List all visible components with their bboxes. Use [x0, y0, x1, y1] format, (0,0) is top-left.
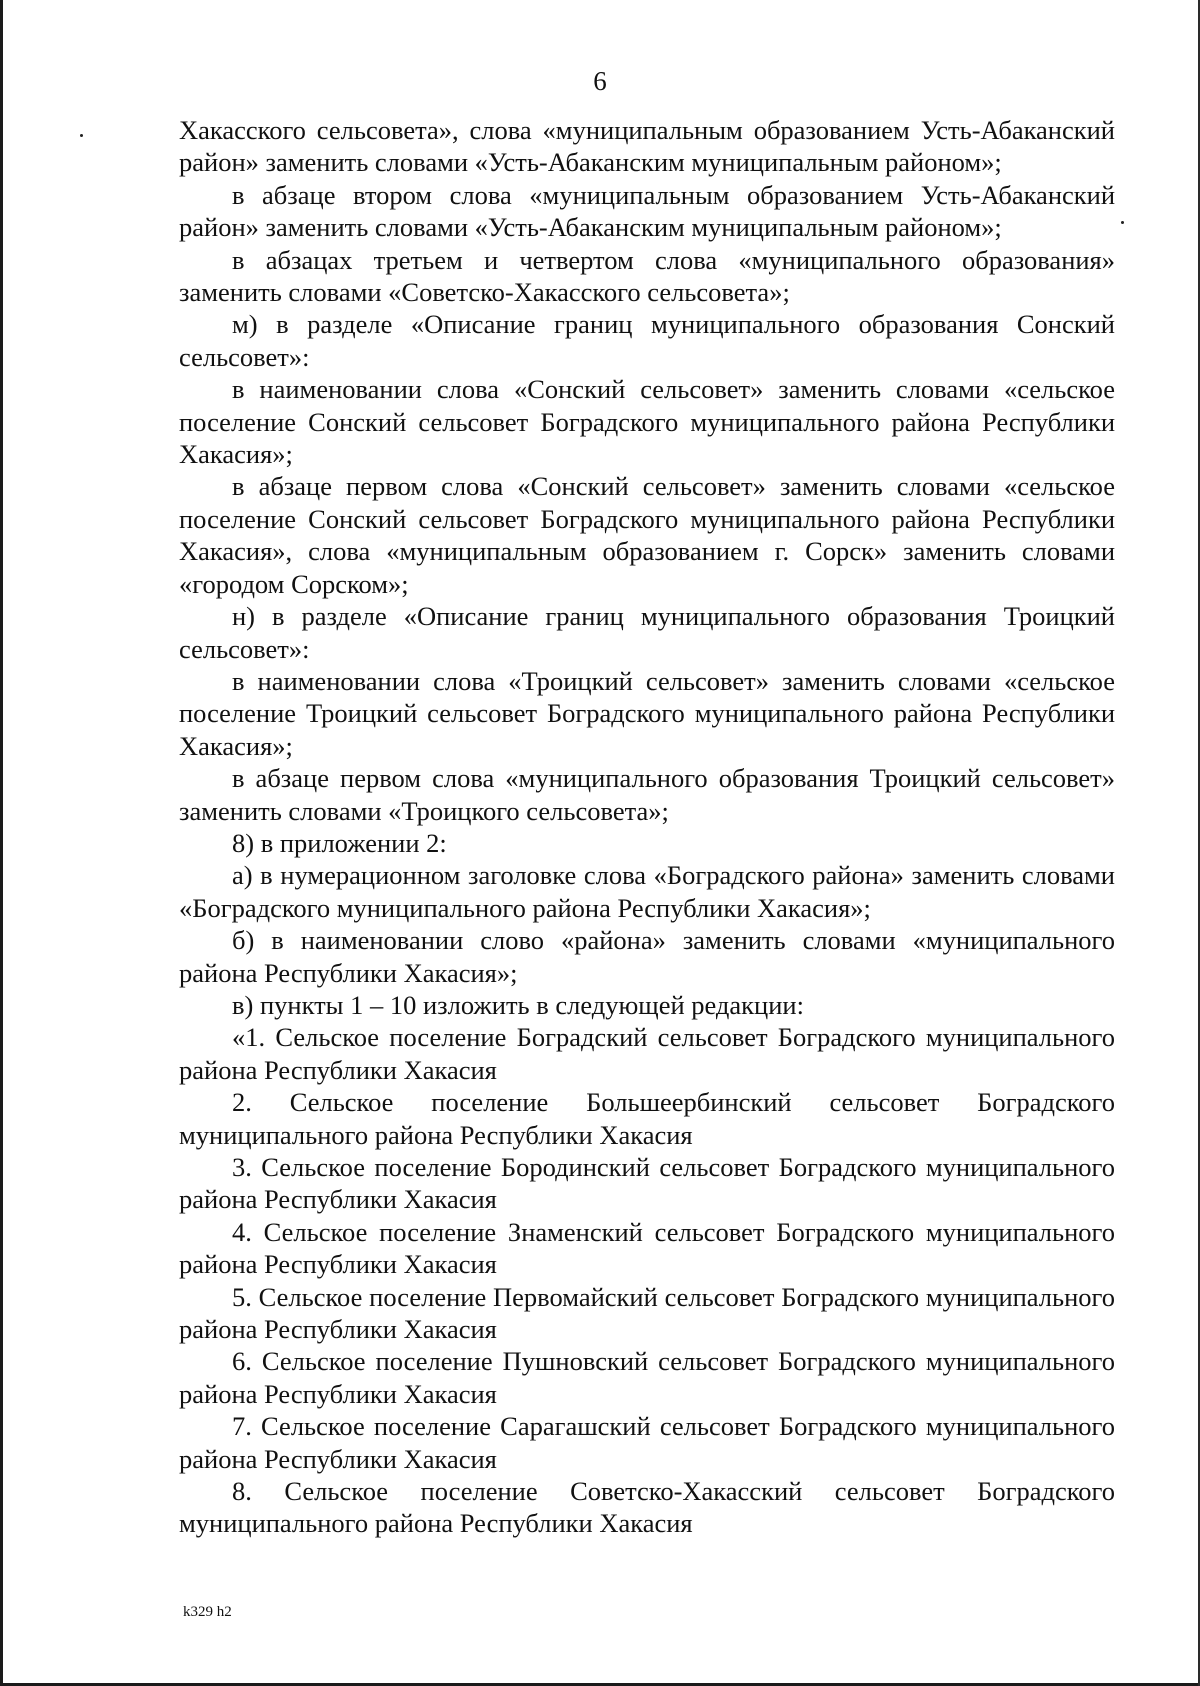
scan-speck	[1121, 221, 1124, 224]
paragraph: 8) в приложении 2:	[232, 827, 447, 858]
paragraph: в) пункты 1 – 10 изложить в следующей редакции:	[232, 989, 804, 1020]
page-number: 6	[593, 66, 607, 96]
paragraph: м) в разделе «Описание границ муниципального образования Сонский сельсовет»:	[179, 309, 1115, 372]
list-item: 5. Сельское поселение Первомайский сельсовет Боградского муниципального района Республики Хакасия	[179, 1281, 1115, 1345]
document-body	[179, 114, 1115, 1540]
paragraph: а) в нумерационном заголовке слова «Боградского района» заменить словами «Боградского муниципального района Республики Хакасия»;	[179, 860, 1115, 923]
paragraph: в абзаце втором слова «муниципальным образованием Усть-Абаканский район» заменить словами «Усть-Абаканским муниципальным районом»;	[179, 179, 1115, 243]
list-item: 7. Сельское поселение Сарагашский сельсовет Боградского муниципального района Республики Хакасия	[179, 1411, 1115, 1474]
paragraph: в абзаце первом слова «Сонский сельсовет» заменить словами «сельское поселение Сонский сельсовет Боградского муниципального района Республики Хакасия», слова «муниципальным образованием г. Сорск» заменить словами «городом Сорском»;	[179, 471, 1115, 599]
list-item: 8. Сельское поселение Советско-Хакасский сельсовет Боградского муниципального района Республики Хакасия	[179, 1476, 1115, 1539]
scan-speck	[80, 134, 83, 137]
document-code: k329 h2	[183, 1604, 232, 1620]
paragraph: б) в наименовании слово «района» заменить словами «муниципального района Республики Хакасия»;	[179, 925, 1115, 988]
list-item: «1. Сельское поселение Боградский сельсовет Боградского муниципального района Республики Хакасия	[179, 1022, 1115, 1085]
paragraph: Хакасского сельсовета», слова «муниципальным образованием Усть-Абаканский район» заменить словами «Усть-Абаканским муниципальным районом»;	[179, 115, 1115, 178]
paragraph: в абзацах третьем и четвертом слова «муниципального образования» заменить словами «Советско-Хакасского сельсовета»;	[179, 244, 1115, 308]
paragraph: в наименовании слова «Троицкий сельсовет» заменить словами «сельское поселение Троицкий сельсовет Боградского муниципального района Республики Хакасия»;	[179, 665, 1115, 761]
list-item: 6. Сельское поселение Пушновский сельсовет Боградского муниципального района Республики Хакасия	[179, 1346, 1115, 1409]
list-item: 3. Сельское поселение Бородинский сельсовет Боградского муниципального района Республики Хакасия	[179, 1152, 1115, 1215]
paragraph: н) в разделе «Описание границ муниципального образования Троицкий сельсовет»:	[179, 601, 1115, 664]
list-item: 2. Сельское поселение Большеербинский сельсовет Боградского муниципального района Республики Хакасия	[179, 1087, 1115, 1150]
paragraph: в наименовании слова «Сонский сельсовет» заменить словами «сельское поселение Сонский сельсовет Боградского муниципального района Республики Хакасия»;	[179, 374, 1115, 470]
list-item: 4. Сельское поселение Знаменский сельсовет Боградского муниципального района Республики Хакасия	[179, 1216, 1115, 1280]
paragraph: в абзаце первом слова «муниципального образования Троицкий сельсовет» заменить словами «Троицкого сельсовета»;	[179, 763, 1115, 826]
